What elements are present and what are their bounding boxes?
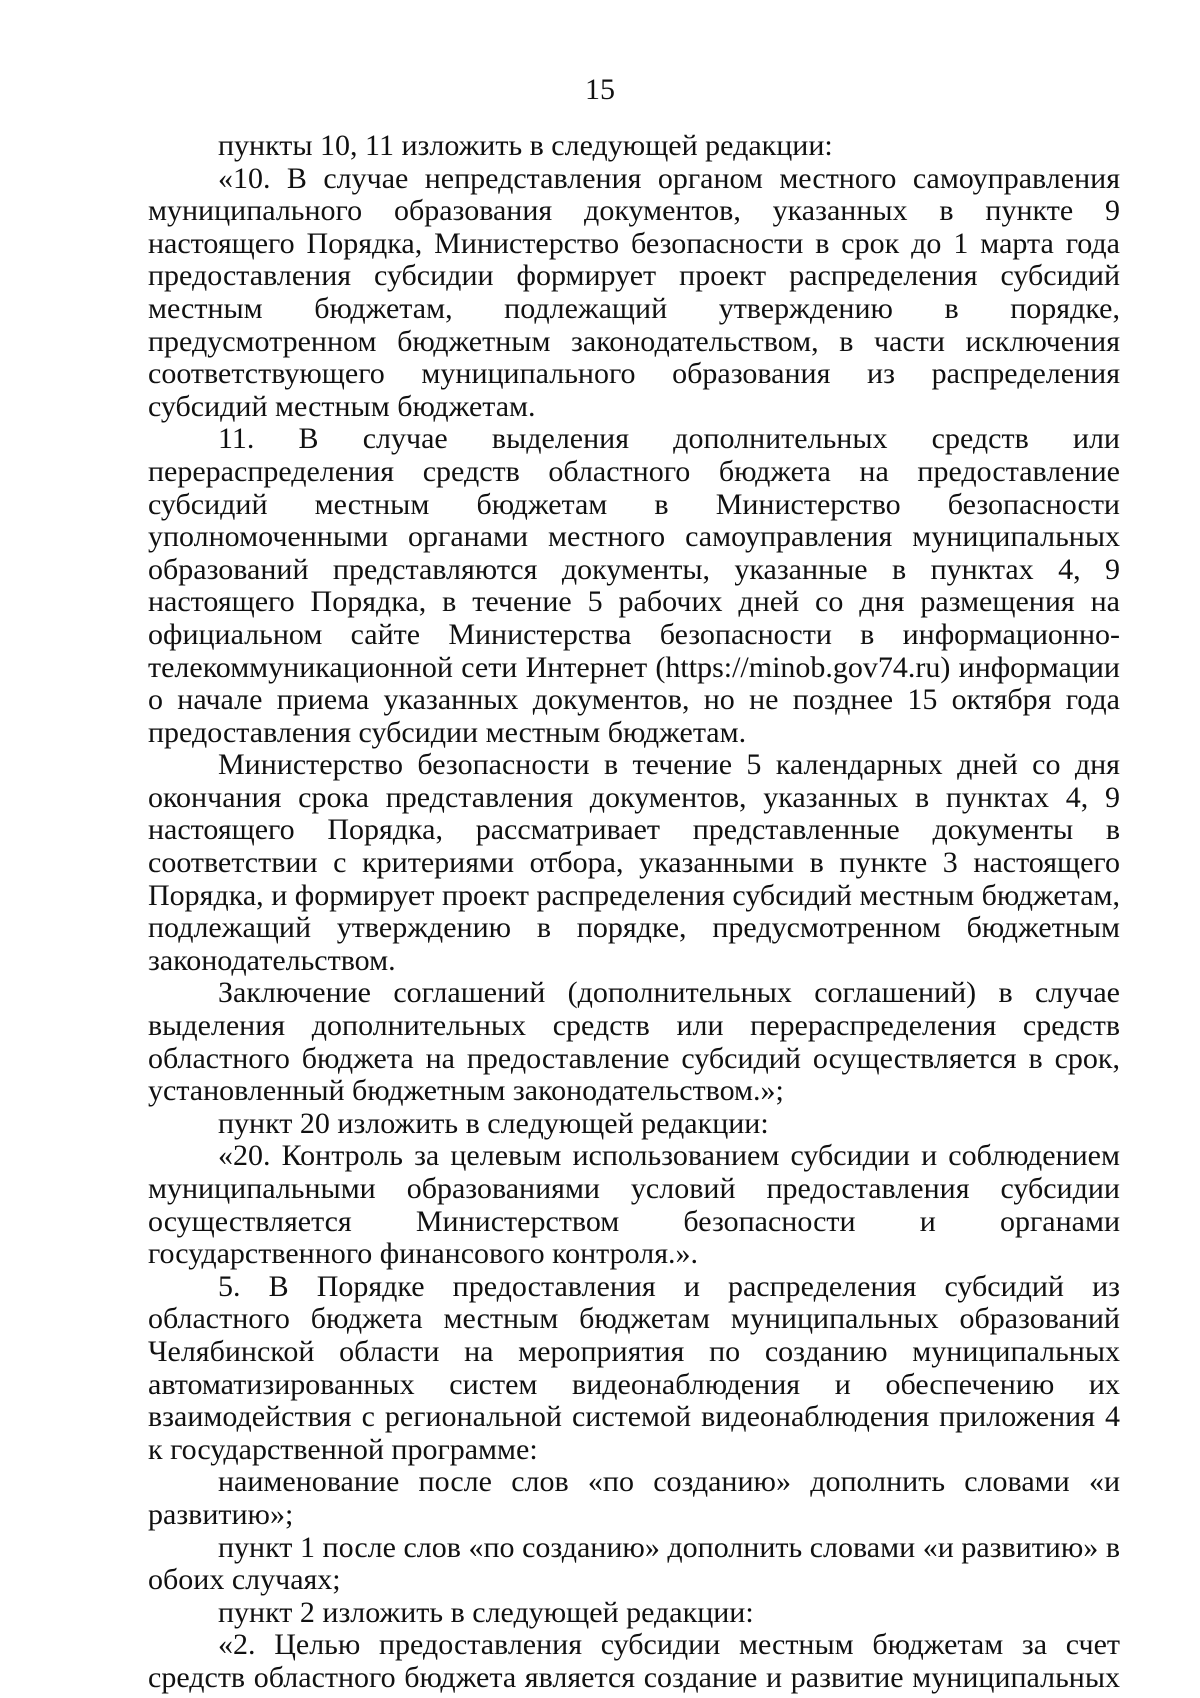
paragraph-amend-points-10-11: пункты 10, 11 изложить в следующей редакции: — [218, 129, 833, 162]
paragraph-point-20: «20. Контроль за целевым использованием субсидии и соблюдением муниципальными образованиями условий предоставления субсидии осуществляется Министерством безопасности и органами государственного финансового контроля.». — [148, 1139, 1120, 1271]
paragraph-amend-point-2: пункт 2 изложить в следующей редакции: — [218, 1595, 754, 1629]
paragraph-ministry-review: Министерство безопасности в течение 5 календарных дней со дня окончания срока представления документов, указанных в пунктах 4, 9 настоящего Порядка, рассматривает представленные документы в соответствии с критериями отбора, указанными в пункте 3 настоящего Порядка, и формирует проект распределения субсидий местным бюджетам, подлежащий утверждению в порядке, предусмотренном бюджетным законодательством. — [148, 748, 1120, 977]
paragraph-point-11: 11. В случае выделения дополнительных средств или перераспределения средств областного бюджета на предоставление субсидий местным бюджетам в Министерство безопасности уполномоченными органами местного самоуправления муниципальных образований представляются документы, указанные в пунктах 4, 9 настоящего Порядка, в течение 5 рабочих дней со дня размещения на официальном сайте Министерства безопасности в информационно-телекоммуникационной сети Интернет (https://minob.gov74.ru) информации о начале приема указанных документов, но не позднее 15 октября года предоставления субсидии местным бюджетам. — [148, 422, 1120, 749]
document-body — [148, 130, 1120, 1695]
paragraph-title-amendment: наименование после слов «по созданию» дополнить словами «и развитию»; — [148, 1465, 1120, 1531]
paragraph-agreements: Заключение соглашений (дополнительных соглашений) в случае выделения дополнительных средств или перераспределения средств областного бюджета на предоставление субсидий осуществляется в срок, установленный бюджетным законодательством.»; — [148, 976, 1120, 1108]
paragraph-point-2: «2. Целью предоставления субсидии местным бюджетам за счет средств областного бюджета является создание и развитие муниципальных — [148, 1628, 1120, 1694]
paragraph-amend-point-20: пункт 20 изложить в следующей редакции: — [218, 1106, 769, 1140]
page-number: 15 — [585, 73, 615, 106]
paragraph-section-5: 5. В Порядке предоставления и распределения субсидий из областного бюджета местным бюджетам муниципальных образований Челябинской области на мероприятия по созданию муниципальных автоматизированных систем видеонаблюдения и обеспечению их взаимодействия с региональной системой видеонаблюдения приложения 4 к государственной программе: — [148, 1269, 1120, 1466]
paragraph-point-10: «10. В случае непредставления органом местного самоуправления муниципального образования документов, указанных в пункте 9 настоящего Порядка, Министерство безопасности в срок до 1 марта года предоставления субсидии формирует проект распределения субсидий местным бюджетам, подлежащий утверждению в порядке, предусмотренном бюджетным законодательством, в части исключения соответствующего муниципального образования из распределения субсидий местным бюджетам. — [148, 161, 1120, 423]
paragraph-point-1-amendment: пункт 1 после слов «по созданию» дополнить словами «и развитию» в обоих случаях; — [148, 1530, 1120, 1597]
